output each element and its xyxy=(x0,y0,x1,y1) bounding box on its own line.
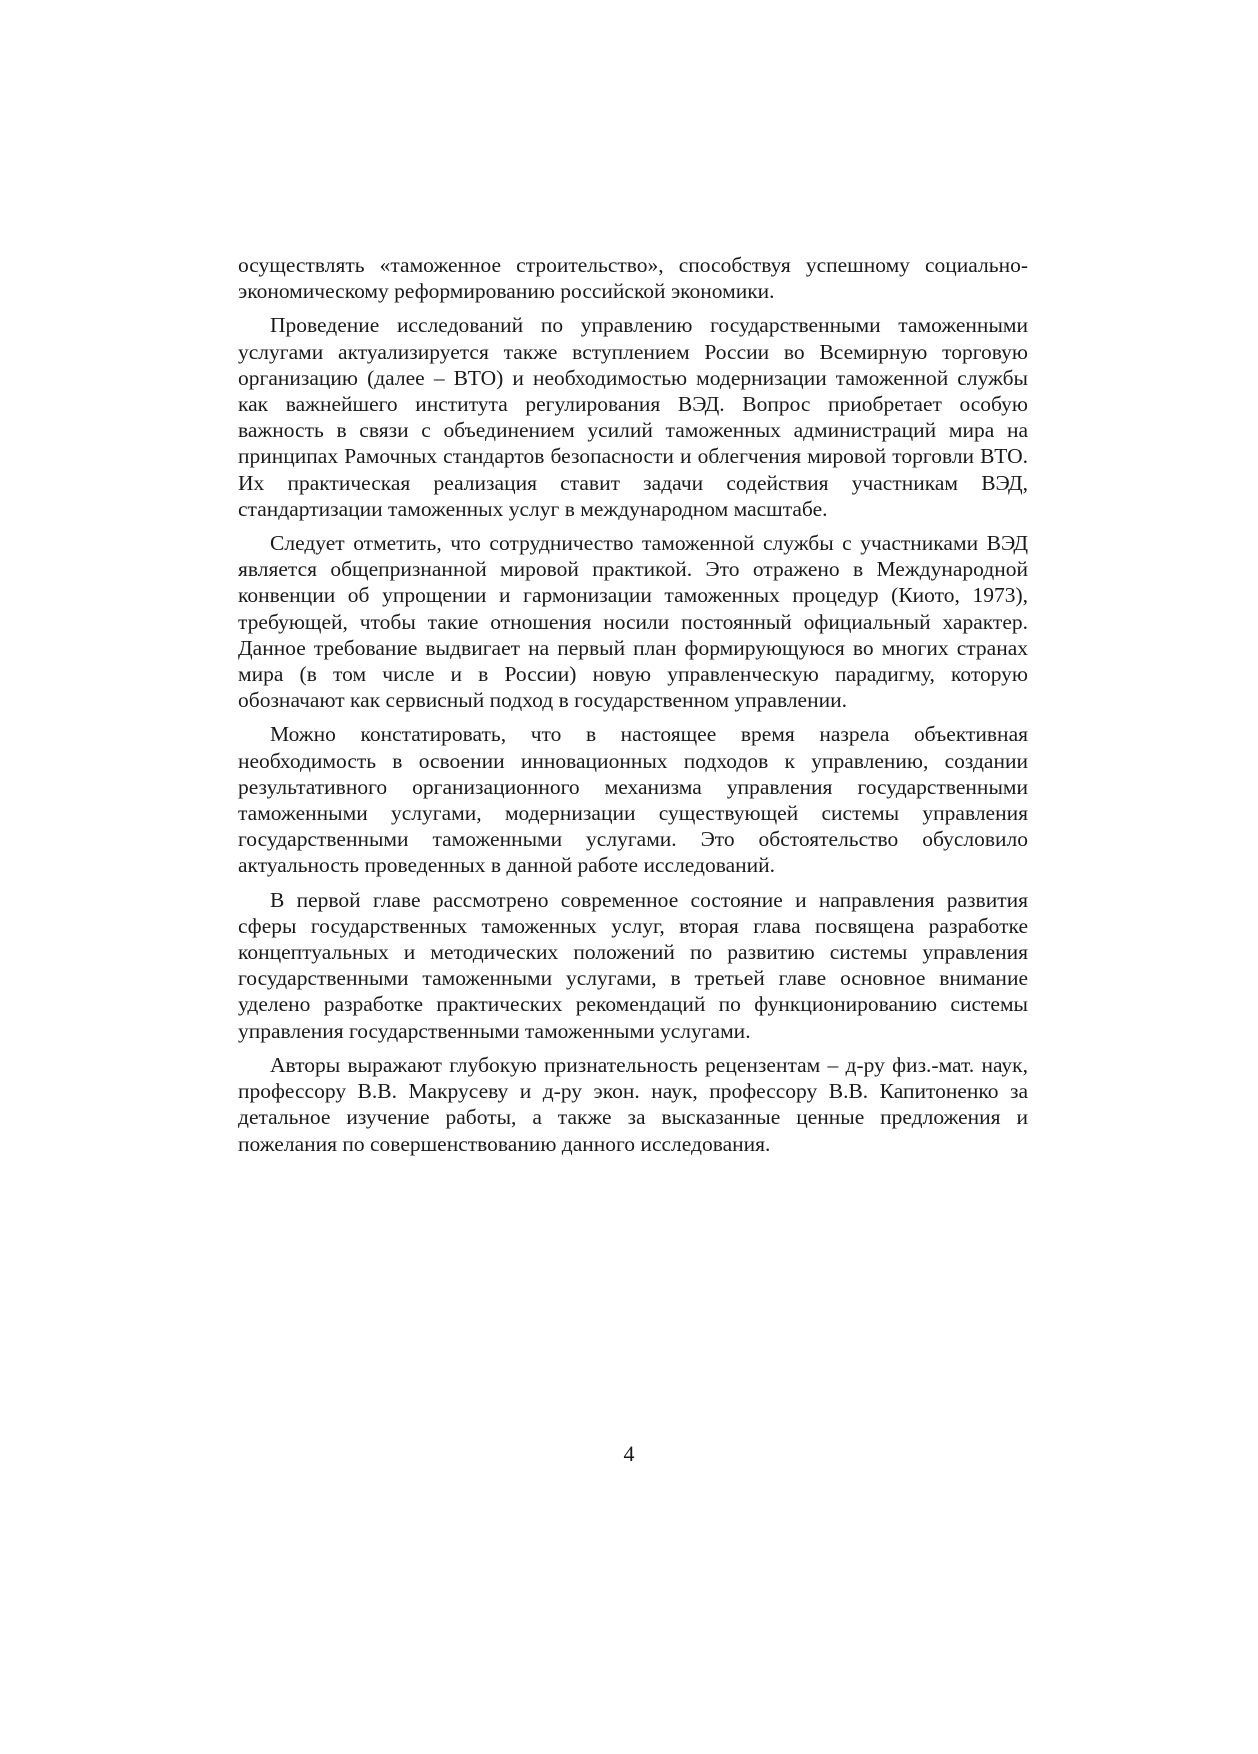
paragraph-acknowledgements: Авторы выражают глубокую признательность рецензентам – д-ру физ.-мат. наук, профессору В.В. Макрусеву и д-ру экон. наук, профессору В.В. Капитоненко за детальное изучение работы, а также за высказанные ценные предложения и пожелания по совершенствованию данного исследования. xyxy=(238,1052,1028,1156)
paragraph-necessity: Можно констатировать, что в настоящее время назрела объективная необходимость в освоении инновационных подходов к управлению, создании результативного организационного механизма управления государственными таможенными услугами, модернизации существующей системы управления государственными таможенными услугами. Это обстоятельство обусловило актуальность проведенных в данной работе исследований. xyxy=(238,722,1028,878)
paragraph-research-relevance: Проведение исследований по управлению государственными таможенными услугами актуализируется также вступлением России во Всемирную торговую организацию (далее – ВТО) и необходимостью модернизации таможенной службы как важнейшего института регулирования ВЭД. Вопрос приобретает особую важность в связи с объединением усилий таможенных администраций мира на принципах Рамочных стандартов безопасности и облегчения мировой торговли ВТО. Их практическая реализация ставит задачи содействия участникам ВЭД, стандартизации таможенных услуг в международном масштабе. xyxy=(238,313,1028,521)
body-text xyxy=(238,252,1028,1157)
paragraph-cooperation: Следует отметить, что сотрудничество таможенной службы с участниками ВЭД является общепризнанной мировой практикой. Это отражено в Международной конвенции об упрощении и гармонизации таможенных процедур (Киото, 1973), требующей, чтобы такие отношения носили постоянный официальный характер. Данное требование выдвигает на первый план формирующуюся во многих странах мира (в том числе и в России) новую управленческую парадигму, которую обозначают как сервисный подход в государственном управлении. xyxy=(238,531,1028,713)
page-number: 4 xyxy=(623,1441,635,1466)
paragraph-continued: осуществлять «таможенное строительство», способствуя успешному социально-экономическому реформированию российской экономики. xyxy=(238,253,1028,304)
paragraph-chapters: В первой главе рассмотрено современное состояние и направления развития сферы государственных таможенных услуг, вторая глава посвящена разработке концептуальных и методических положений по развитию системы управления государственными таможенными услугами, в третьей главе основное внимание уделено разработке практических рекомендаций по функционированию системы управления государственными таможенными услугами. xyxy=(238,887,1028,1043)
